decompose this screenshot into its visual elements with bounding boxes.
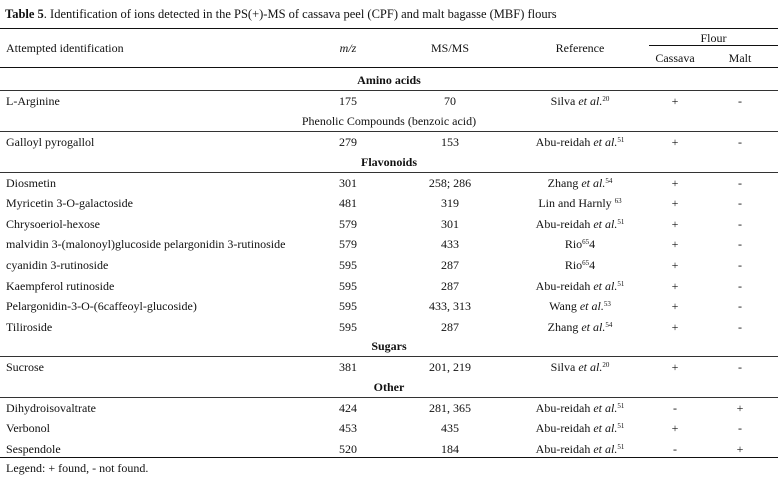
- section-rule: [0, 131, 778, 132]
- malt-result: -: [738, 278, 742, 293]
- reference-number: 51: [617, 279, 625, 288]
- header-msms: MS/MS: [430, 41, 470, 55]
- reference-etal: et al.: [593, 278, 618, 293]
- msms-value: 435: [441, 421, 459, 436]
- reference: [525, 135, 635, 149]
- header-reference: Reference: [555, 41, 605, 55]
- section-title: Phenolic Compounds (benzoic acid): [301, 114, 477, 128]
- malt-result: -: [738, 134, 742, 149]
- reference-number: 65: [582, 258, 590, 267]
- header-malt: Malt: [728, 51, 752, 65]
- compound-name: Galloyl pyrogallol: [6, 134, 95, 149]
- cassava-result: +: [671, 237, 679, 252]
- mz-value: 279: [339, 134, 357, 149]
- reference-etal: et al.: [578, 93, 603, 108]
- compound-name: Pelargonidin-3-O-(6caffeoyl-glucoside): [6, 299, 197, 314]
- mz-value: 595: [339, 319, 357, 334]
- malt-result: -: [738, 216, 742, 231]
- reference-author: Abu-reidah: [535, 134, 594, 149]
- mz-value: 520: [339, 441, 357, 456]
- msms-value: 201, 219: [429, 359, 471, 374]
- malt-result: -: [738, 237, 742, 252]
- mz-value: 595: [339, 299, 357, 314]
- cassava-result: +: [671, 93, 679, 108]
- reference-etal: et al.: [593, 421, 618, 436]
- reference-author: Abu-reidah: [535, 421, 594, 436]
- compound-name: Sespendole: [6, 441, 61, 456]
- msms-value: 319: [441, 196, 459, 211]
- cassava-result: +: [671, 257, 679, 272]
- mz-value: 579: [339, 216, 357, 231]
- reference: [525, 258, 635, 272]
- reference: [525, 299, 635, 313]
- malt-result: -: [738, 175, 742, 190]
- reference-etal: et al.: [578, 359, 603, 374]
- mz-value: 424: [339, 400, 357, 415]
- msms-value: 153: [441, 134, 459, 149]
- reference-number: 63: [614, 197, 622, 206]
- mz-value: 595: [339, 257, 357, 272]
- reference-etal: et al.: [579, 299, 604, 314]
- reference-etal: et al.: [593, 400, 618, 415]
- compound-name: Sucrose: [6, 359, 44, 374]
- reference-tail: 4: [589, 257, 596, 272]
- reference: [525, 196, 635, 210]
- cassava-result: +: [671, 299, 679, 314]
- cassava-result: +: [671, 134, 679, 149]
- reference-author: Abu-reidah: [535, 400, 594, 415]
- compound-name: Diosmetin: [6, 175, 56, 190]
- cassava-result: +: [671, 196, 679, 211]
- compound-name: Myricetin 3-O-galactoside: [6, 196, 133, 211]
- reference-author: Zhang: [547, 319, 582, 334]
- reference-author: Abu-reidah: [535, 216, 594, 231]
- header-flour: Flour: [700, 31, 727, 45]
- section-title: Amino acids: [357, 73, 421, 87]
- reference-number: 20: [602, 360, 610, 369]
- section-title: Other: [373, 380, 405, 394]
- malt-result: -: [738, 196, 742, 211]
- section-rule: [0, 356, 778, 357]
- reference-author: Silva: [550, 359, 579, 374]
- reference-author: Abu-reidah: [535, 441, 594, 456]
- malt-result: +: [736, 400, 744, 415]
- mz-value: 579: [339, 237, 357, 252]
- reference-tail: 4: [589, 237, 596, 252]
- cassava-result: +: [671, 216, 679, 231]
- mz-value: 453: [339, 421, 357, 436]
- reference: [525, 94, 635, 108]
- compound-name: cyanidin 3-rutinoside: [6, 257, 109, 272]
- reference-etal: et al.: [593, 441, 618, 456]
- reference-etal: et al.: [593, 134, 618, 149]
- reference: [525, 421, 635, 435]
- header-attempted: Attempted identification: [6, 41, 124, 55]
- cassava-result: +: [671, 175, 679, 190]
- malt-result: -: [738, 257, 742, 272]
- msms-value: 287: [441, 278, 459, 293]
- reference: [525, 279, 635, 293]
- compound-name: Dihydroisovaltrate: [6, 400, 96, 415]
- reference-author: Zhang: [547, 175, 582, 190]
- mz-value: 381: [339, 359, 357, 374]
- caption-text: . Identification of ions detected in the PS(+)-MS of cassava peel (CPF) and malt bagasse (MBF) flours: [43, 7, 557, 21]
- reference-author: Rio: [564, 257, 583, 272]
- malt-result: -: [738, 93, 742, 108]
- mz-value: 595: [339, 278, 357, 293]
- reference-etal: et al.: [593, 216, 618, 231]
- reference-author: Abu-reidah: [535, 278, 594, 293]
- mz-value: 481: [339, 196, 357, 211]
- compound-name: Kaempferol rutinoside: [6, 278, 115, 293]
- reference-author: Lin and Harnly: [538, 196, 615, 211]
- msms-value: 287: [441, 257, 459, 272]
- header-mz: m/z: [339, 41, 357, 55]
- mz-value: 175: [339, 93, 357, 108]
- reference: [525, 320, 635, 334]
- reference-number: 51: [617, 422, 625, 431]
- reference-number: 51: [617, 135, 625, 144]
- cassava-result: +: [671, 278, 679, 293]
- msms-value: 433, 313: [429, 299, 471, 314]
- mz-value: 301: [339, 175, 357, 190]
- msms-value: 433: [441, 237, 459, 252]
- section-rule: [0, 397, 778, 398]
- header-cassava: Cassava: [655, 51, 695, 65]
- reference-number: 54: [605, 320, 613, 329]
- compound-name: malvidin 3-(malonoyl)glucoside pelargonidin 3-rutinoside: [6, 237, 286, 252]
- malt-result: -: [738, 319, 742, 334]
- reference-author: Wang: [549, 299, 580, 314]
- reference: [525, 360, 635, 374]
- table-label: Table 5: [5, 7, 44, 21]
- reference-number: 20: [602, 94, 610, 103]
- section-title: Flavonoids: [360, 155, 417, 169]
- reference-number: 54: [605, 176, 613, 185]
- malt-result: -: [738, 299, 742, 314]
- table-legend: Legend: + found, - not found.: [6, 461, 149, 475]
- msms-value: 70: [444, 93, 456, 108]
- header-rule: [0, 67, 778, 68]
- bottom-rule: [0, 457, 778, 458]
- reference-author: Silva: [550, 93, 579, 108]
- section-rule: [0, 172, 778, 173]
- reference-number: 51: [617, 401, 625, 410]
- cassava-result: -: [673, 441, 677, 456]
- flour-rule: [649, 45, 778, 46]
- malt-result: -: [738, 359, 742, 374]
- reference-number: 65: [582, 238, 590, 247]
- reference: [525, 217, 635, 231]
- reference: [525, 237, 635, 251]
- cassava-result: +: [671, 421, 679, 436]
- compound-name: Tiliroside: [6, 319, 53, 334]
- reference: [525, 442, 635, 456]
- malt-result: +: [736, 441, 744, 456]
- msms-value: 281, 365: [429, 400, 471, 415]
- reference-number: 51: [617, 442, 625, 451]
- msms-value: 287: [441, 319, 459, 334]
- reference-etal: et al.: [581, 175, 606, 190]
- msms-value: 184: [441, 441, 459, 456]
- compound-name: Verbonol: [6, 421, 50, 436]
- malt-result: -: [738, 421, 742, 436]
- section-rule: [0, 90, 778, 91]
- compound-name: L-Arginine: [6, 93, 60, 108]
- reference-etal: et al.: [581, 319, 606, 334]
- section-title: Sugars: [371, 339, 407, 353]
- table-caption: [5, 7, 557, 22]
- reference: [525, 401, 635, 415]
- reference-number: 51: [617, 217, 625, 226]
- msms-value: 301: [441, 216, 459, 231]
- cassava-result: -: [673, 400, 677, 415]
- cassava-result: +: [671, 359, 679, 374]
- cassava-result: +: [671, 319, 679, 334]
- msms-value: 258; 286: [428, 175, 472, 190]
- reference: [525, 176, 635, 190]
- reference-author: Rio: [564, 237, 583, 252]
- reference-number: 53: [603, 300, 611, 309]
- top-rule: [0, 28, 778, 29]
- compound-name: Chrysoeriol-hexose: [6, 216, 100, 231]
